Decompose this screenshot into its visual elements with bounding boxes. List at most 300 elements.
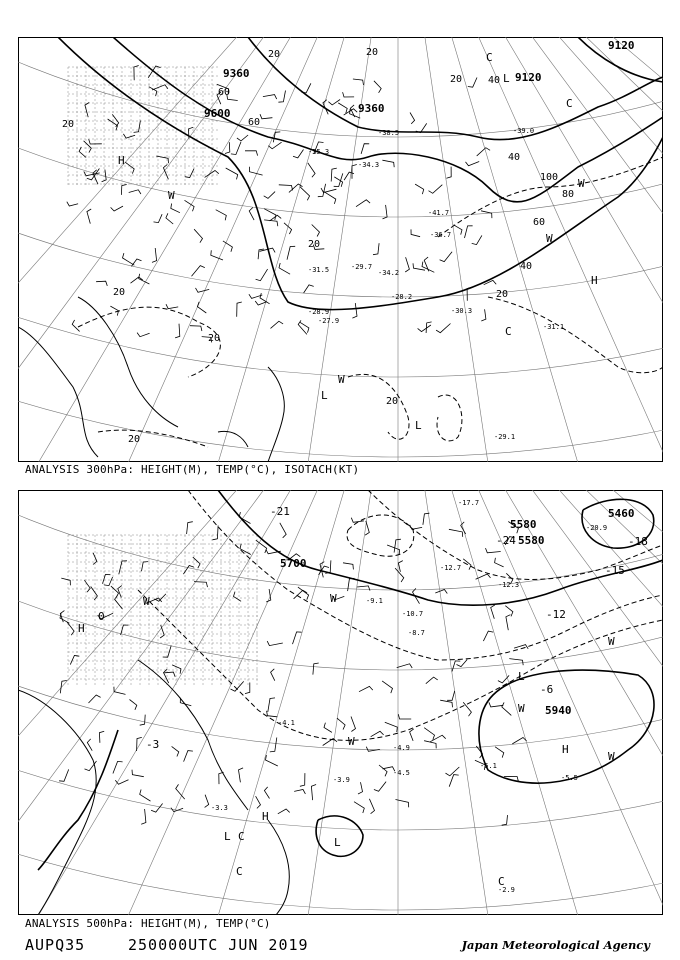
wind-barb	[294, 790, 305, 794]
wind-barb	[405, 257, 409, 272]
wind-barb	[324, 192, 336, 204]
wind-barb	[193, 557, 200, 568]
wind-barb	[352, 303, 357, 318]
wind-barb	[87, 739, 92, 751]
isotach-label: 20	[450, 74, 463, 85]
wind-barb	[118, 586, 122, 598]
wind-barb	[172, 746, 179, 756]
temperature-label: -41.7	[428, 209, 450, 217]
wind-barb	[245, 151, 258, 156]
wind-barb	[344, 172, 354, 180]
valid-time: 250000UTC JUN 2019	[128, 936, 309, 954]
wind-barb	[211, 250, 223, 260]
isotherm-label: -12	[546, 608, 566, 621]
temperature-label: -3.3	[211, 804, 228, 812]
wind-barb	[506, 615, 511, 631]
wind-barb	[84, 580, 90, 592]
longitude-line	[416, 490, 493, 915]
isotach-contour	[98, 430, 208, 447]
coastline	[138, 660, 248, 810]
height-label: 5580	[510, 518, 537, 531]
wind-barb	[256, 796, 261, 808]
isotherm-contour	[347, 515, 414, 556]
pressure-center: W	[330, 592, 337, 605]
longitude-line	[18, 490, 308, 915]
wind-barb	[141, 809, 146, 824]
wind-barb	[180, 698, 191, 706]
wind-barb	[415, 184, 424, 194]
pressure-center: H	[118, 154, 125, 167]
wind-barb	[447, 691, 455, 700]
temperature-label: -5.5	[561, 774, 578, 782]
temperature-label: -28.2	[391, 293, 413, 301]
wind-barb	[123, 253, 135, 265]
temperature-label: -4.9	[393, 744, 410, 752]
height-label: 9360	[358, 102, 385, 115]
wind-barb	[382, 160, 394, 167]
isotherm-label: -21	[270, 505, 290, 518]
wind-barb	[131, 259, 141, 266]
wind-barb	[61, 578, 70, 585]
wind-barb	[139, 274, 150, 284]
wind-barb	[465, 226, 473, 238]
temperature-label: -34.2	[378, 269, 400, 277]
wind-barb	[426, 677, 438, 684]
map-frame	[19, 491, 663, 915]
wind-barb	[293, 150, 304, 158]
wind-barb	[266, 755, 278, 766]
wind-barb	[452, 661, 460, 672]
wind-barb	[197, 302, 206, 313]
isotach-label: 40	[508, 152, 521, 163]
wind-barb	[125, 162, 134, 173]
wind-barb	[328, 100, 340, 105]
wind-barb	[486, 548, 501, 553]
pressure-center: W	[608, 635, 615, 648]
pressure-center: C	[238, 830, 245, 843]
wind-barb	[502, 702, 512, 715]
wind-barb	[359, 686, 373, 691]
wind-barb	[395, 568, 404, 582]
wind-barb	[111, 586, 119, 598]
wind-barb	[112, 114, 118, 127]
wind-barb	[99, 731, 104, 743]
wind-barb	[338, 103, 347, 113]
isotach-contour	[488, 297, 663, 373]
isotherm-label: -3	[146, 738, 160, 751]
wind-barb	[264, 220, 278, 226]
longitude-line	[470, 490, 663, 915]
wind-barb	[205, 795, 209, 808]
pressure-center: C	[566, 97, 573, 110]
pressure-center: W	[578, 177, 585, 190]
wind-barb	[104, 577, 113, 586]
wind-barb	[192, 266, 205, 277]
longitude-line	[524, 37, 663, 462]
wind-barb	[371, 731, 384, 736]
map-panel-500hpa	[18, 490, 663, 915]
wind-barb	[264, 787, 269, 799]
wind-barb	[279, 263, 290, 274]
wind-barb	[114, 687, 126, 695]
wind-barb	[318, 184, 326, 197]
wind-barb	[361, 144, 369, 154]
wind-barb	[134, 121, 141, 133]
temperature-label: -12.7	[440, 564, 462, 572]
wind-barb	[424, 257, 429, 271]
temperature-label: -2.9	[498, 886, 515, 894]
wind-barb	[457, 660, 468, 667]
map-500hpa	[18, 490, 663, 915]
height-label: 5940	[545, 704, 572, 717]
isotach-label: 20	[366, 47, 379, 58]
pressure-center: H	[78, 622, 85, 635]
longitude-line	[303, 490, 380, 915]
isotach-label: 20	[208, 333, 221, 344]
isotach-label: 20	[308, 239, 321, 250]
wind-barb	[154, 214, 163, 222]
isotach-label: 20	[496, 289, 509, 300]
wind-barb	[137, 333, 150, 337]
wind-barb	[374, 81, 381, 93]
wind-barb	[398, 714, 411, 719]
wind-barb	[270, 738, 277, 752]
wind-barb	[171, 204, 180, 213]
isotach-label: 20	[62, 119, 75, 130]
wind-barb	[278, 91, 285, 103]
isotach-label: 60	[218, 87, 231, 98]
wind-barb	[446, 167, 451, 179]
wind-barb	[481, 309, 486, 321]
height-label: 9600	[204, 107, 231, 120]
wind-barb	[267, 641, 283, 646]
temperature-label: -8.7	[408, 629, 425, 637]
wind-barb	[352, 165, 357, 179]
temperature-label: -9.1	[366, 597, 383, 605]
longitude-line	[524, 490, 663, 915]
wind-barb	[123, 134, 135, 138]
wind-barb	[468, 78, 477, 88]
temperature-label: -31.5	[308, 266, 330, 274]
isotherm-label: -15	[605, 564, 625, 577]
wind-barb	[331, 168, 337, 181]
wind-barb	[481, 211, 492, 218]
temperature-label: -34.3	[358, 161, 380, 169]
longitude-line	[434, 490, 588, 915]
wind-barb	[279, 185, 293, 191]
temperature-label: -3.9	[333, 776, 350, 784]
wind-barb	[234, 592, 242, 602]
wind-barb	[239, 768, 244, 782]
wind-barb	[379, 765, 387, 776]
isotach-contour	[348, 374, 409, 439]
wind-barb	[374, 782, 386, 792]
wind-barb	[190, 326, 202, 331]
wind-barb	[164, 672, 175, 677]
isotherm-label: -6	[540, 683, 554, 696]
wind-barb	[226, 168, 238, 179]
wind-barb	[140, 715, 146, 726]
temperature-label: -4.5	[393, 769, 410, 777]
wind-barb	[435, 590, 447, 594]
wind-barb	[436, 324, 450, 333]
map-300hpa	[18, 37, 663, 462]
wind-barb	[287, 246, 295, 259]
isotach-label: 100	[540, 172, 559, 183]
caption-500hpa: ANALYSIS 500hPa: HEIGHT(M), TEMP(°C)	[25, 917, 271, 930]
wind-barb	[85, 103, 89, 118]
temperature-label: -29.1	[494, 433, 516, 441]
wind-barb	[366, 747, 380, 752]
wind-barb	[505, 606, 513, 617]
wind-barb	[358, 782, 363, 794]
pressure-center: H	[562, 743, 569, 756]
wind-barb	[166, 213, 173, 224]
isotherm-label: -24	[496, 534, 516, 547]
wind-barb	[410, 729, 414, 741]
temperature-label: -4.1	[278, 719, 295, 727]
pressure-center: C	[236, 865, 243, 878]
wind-barb	[416, 123, 427, 132]
wind-barb	[87, 209, 91, 224]
height-label: 5700	[280, 557, 307, 570]
wind-barb	[260, 114, 272, 119]
temperature-label: -36.7	[430, 231, 452, 239]
wind-barb	[337, 718, 345, 730]
wind-barb	[70, 656, 79, 665]
latitude-line	[18, 37, 663, 297]
wind-barb	[111, 206, 123, 211]
pressure-center: W	[348, 735, 355, 748]
wind-barb	[353, 79, 364, 85]
wind-barb	[271, 669, 275, 681]
wind-barb	[311, 785, 316, 801]
temperature-label: -27.9	[318, 317, 340, 325]
coastline	[268, 820, 289, 915]
wind-barb	[424, 728, 434, 740]
wind-barb	[249, 208, 254, 221]
coastline	[18, 327, 98, 457]
pressure-center: W	[338, 373, 345, 386]
wind-barb	[449, 775, 459, 787]
wind-barb	[134, 66, 139, 81]
wind-barb	[121, 625, 129, 635]
wind-barb	[72, 320, 79, 332]
longitude-line	[542, 37, 663, 462]
pressure-center: L	[321, 389, 328, 402]
longitude-line	[18, 37, 290, 462]
wind-barb	[304, 285, 314, 293]
wind-barb	[396, 800, 409, 808]
wind-barb	[151, 804, 163, 813]
wind-barb	[79, 147, 86, 158]
isotach-label: 20	[268, 49, 281, 60]
wind-barb	[351, 717, 356, 732]
wind-barb	[194, 229, 202, 243]
wind-barb	[369, 799, 374, 814]
wind-barb	[440, 700, 452, 707]
wind-barb	[300, 187, 310, 201]
wind-barb	[175, 324, 180, 338]
temperature-label: -30.3	[451, 307, 473, 315]
wind-barb	[121, 185, 126, 195]
wind-barb	[454, 225, 463, 235]
temperature-label: -10.7	[402, 610, 424, 618]
wind-barb	[449, 529, 463, 537]
wind-barb	[103, 575, 111, 584]
wind-barb	[245, 683, 250, 694]
temperature-label: -5.1	[480, 762, 497, 770]
wind-barb	[93, 553, 97, 565]
wind-barb	[477, 148, 490, 156]
wind-barb	[502, 815, 508, 825]
wind-barb	[89, 695, 101, 703]
chart-id: AUPQ35	[25, 936, 86, 954]
wind-barb	[268, 698, 275, 712]
wind-barb	[142, 562, 149, 572]
longitude-line	[113, 490, 344, 915]
wind-barb	[213, 526, 219, 540]
height-label: 9120	[515, 71, 542, 84]
wind-barb	[96, 281, 107, 286]
wind-barb	[185, 169, 194, 178]
wind-barb	[280, 523, 286, 538]
wind-barb	[411, 229, 420, 236]
wind-barb	[231, 142, 241, 155]
isotach-label: 60	[533, 217, 546, 228]
wind-barb	[152, 248, 157, 262]
agency-name: Japan Meteorological Agency	[461, 938, 650, 952]
temperature-label: -29.7	[351, 263, 373, 271]
wind-barb	[440, 252, 453, 262]
wind-barb	[237, 135, 248, 141]
pressure-center: H	[591, 274, 598, 287]
wind-barb	[472, 235, 482, 244]
wind-barb	[67, 202, 78, 206]
coastline	[268, 367, 284, 462]
wind-barb	[429, 185, 443, 194]
wind-barb	[194, 582, 208, 588]
isotach-contour	[438, 157, 663, 237]
temperature-label: -12.3	[498, 581, 520, 589]
wind-barb	[110, 306, 118, 316]
wind-barb	[119, 561, 127, 575]
latitude-line	[18, 37, 663, 377]
wind-barb	[184, 751, 193, 762]
wind-barb	[430, 735, 446, 742]
wind-barb	[476, 574, 491, 579]
wind-barb	[130, 700, 137, 710]
height-label: 9120	[608, 39, 635, 52]
map-panel-300hpa	[18, 37, 663, 462]
wind-barb	[196, 288, 210, 292]
wind-barb	[249, 167, 262, 175]
isotach-label: 20	[113, 287, 126, 298]
wind-barb	[264, 192, 275, 199]
isotherm-label: -18	[628, 535, 648, 548]
temperature-label: -35.3	[308, 148, 330, 156]
wind-barb	[498, 675, 509, 683]
pressure-center: W	[546, 232, 553, 245]
wind-barb	[418, 325, 431, 332]
wind-barb	[59, 769, 69, 781]
wind-barb	[382, 681, 392, 693]
wind-barb	[356, 200, 370, 207]
wind-barb	[300, 773, 305, 786]
wind-barb	[397, 664, 413, 668]
wind-barb	[313, 663, 319, 675]
isotach-label: 40	[520, 261, 533, 272]
isotach-label: 80	[562, 189, 575, 200]
temperature-label: -28.9	[308, 308, 330, 316]
wind-barb	[343, 563, 353, 570]
wind-barb	[152, 85, 168, 90]
wind-barb	[166, 304, 178, 309]
wind-barb	[187, 522, 193, 534]
wind-barb	[324, 723, 332, 733]
temperature-label: -38.5	[378, 129, 400, 137]
height-label: 9360	[223, 67, 250, 80]
longitude-line	[542, 490, 663, 915]
wind-barb	[308, 163, 315, 177]
pressure-center: W	[518, 702, 525, 715]
pressure-center: L	[334, 836, 341, 849]
longitude-line	[434, 37, 588, 462]
wind-barb	[256, 269, 268, 281]
wind-barb	[334, 173, 343, 186]
wind-barb	[495, 747, 504, 758]
wind-barb	[357, 586, 370, 591]
wind-barb	[266, 549, 281, 553]
temperature-label: -17.7	[458, 499, 480, 507]
longitude-line	[488, 37, 663, 462]
coastline	[18, 690, 96, 915]
pressure-center: W	[168, 189, 175, 202]
pressure-center: W	[143, 595, 150, 608]
wind-barb	[205, 171, 219, 178]
wind-barb	[132, 770, 144, 777]
isotach-label: 60	[248, 117, 261, 128]
wind-barb	[466, 162, 480, 166]
wind-barb	[373, 243, 379, 255]
isotherm-contour	[138, 590, 663, 740]
wind-barb	[321, 188, 336, 192]
wind-barb	[354, 802, 364, 813]
wind-barb	[129, 190, 141, 194]
wind-barb	[113, 761, 123, 773]
coastline	[218, 431, 248, 447]
wind-barb	[343, 92, 355, 97]
wind-barb	[108, 119, 118, 130]
wind-barb	[216, 210, 227, 221]
pressure-center: C	[498, 875, 505, 888]
temperature-label: -31.1	[543, 323, 565, 331]
wind-barb	[385, 722, 398, 732]
temperature-label: -39.0	[513, 127, 535, 135]
pressure-center: L	[503, 72, 510, 85]
wind-barb	[495, 558, 504, 567]
wind-barb	[398, 561, 402, 572]
isotach-label: 20	[128, 434, 141, 445]
pressure-center: W	[608, 750, 615, 763]
wind-barb	[271, 321, 284, 328]
longitude-line	[18, 37, 326, 462]
wind-barb	[410, 525, 422, 530]
coastline	[78, 297, 178, 427]
caption-300hpa: ANALYSIS 300hPa: HEIGHT(M), TEMP(°C), ISOTACH(KT)	[25, 463, 360, 476]
wind-barb	[424, 741, 436, 749]
longitude-line	[488, 490, 663, 915]
